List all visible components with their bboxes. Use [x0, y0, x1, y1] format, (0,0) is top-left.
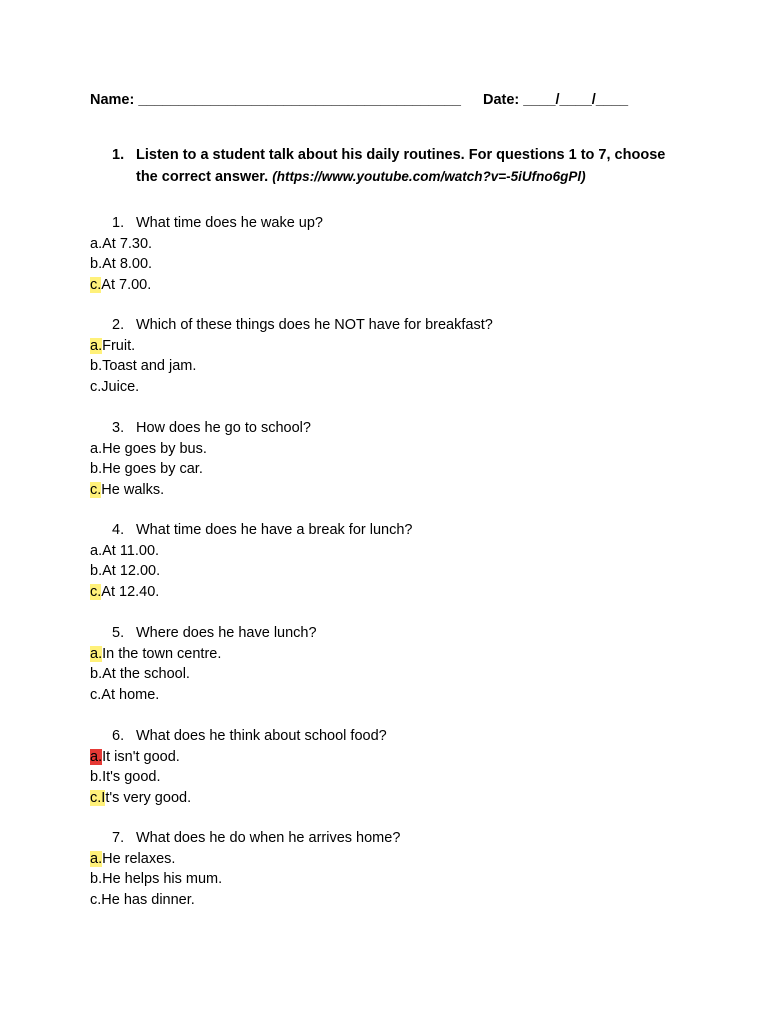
option-letter: c. [90, 481, 102, 498]
option-letter: a. [90, 440, 103, 457]
question-number: 1. [112, 215, 125, 231]
instruction-text: Listen to a student talk about his daily routines. For questions 1 to 7, choose the correct answer. [136, 147, 666, 185]
answer-option[interactable] [90, 767, 710, 788]
question-title [112, 828, 710, 849]
question-number: 7. [112, 830, 125, 846]
option-letter: c. [90, 276, 102, 293]
option-text: He walks. [101, 481, 165, 498]
option-text: He helps his mum. [102, 871, 223, 887]
option-text: Toast and jam. [102, 358, 197, 374]
question-1 [90, 213, 710, 295]
option-text: Juice. [101, 378, 140, 395]
instruction-body [136, 145, 672, 188]
option-text: At the school. [102, 666, 190, 682]
answer-option[interactable] [90, 849, 710, 870]
answer-option[interactable] [90, 644, 710, 665]
answer-option[interactable] [90, 685, 710, 706]
option-text: Fruit. [102, 337, 136, 354]
question-text: What does he think about school food? [136, 728, 387, 744]
question-text: What does he do when he arrives home? [136, 830, 401, 846]
option-letter: a. [90, 337, 103, 354]
answer-option[interactable] [90, 480, 710, 501]
option-text: He goes by car. [102, 461, 203, 477]
option-text: He has dinner. [101, 891, 195, 908]
option-letter: a. [90, 645, 103, 662]
name-field[interactable]: ________________________________________ [138, 92, 461, 108]
option-text: At home. [101, 686, 160, 703]
answer-option[interactable] [90, 356, 710, 377]
answer-option[interactable] [90, 254, 710, 275]
question-3 [90, 418, 710, 500]
option-letter: a. [90, 235, 103, 252]
option-letter: c. [90, 789, 102, 806]
answer-option[interactable] [90, 439, 710, 460]
question-4 [90, 520, 710, 602]
answer-option[interactable] [90, 788, 710, 809]
question-6 [90, 726, 710, 808]
option-text: At 12.40. [101, 583, 160, 600]
option-letter: c. [90, 891, 102, 908]
option-letter: b. [90, 358, 103, 374]
question-number: 3. [112, 420, 125, 436]
date-field[interactable]: ____/____/____ [523, 92, 629, 108]
instruction [112, 145, 672, 188]
option-text: In the town centre. [102, 645, 222, 662]
question-title [112, 315, 710, 336]
option-letter: b. [90, 563, 103, 579]
option-letter: b. [90, 769, 103, 785]
question-text: Where does he have lunch? [136, 625, 317, 641]
header-line [90, 92, 628, 108]
answer-option[interactable] [90, 561, 710, 582]
answer-option[interactable] [90, 336, 710, 357]
answer-option[interactable] [90, 890, 710, 911]
option-letter: b. [90, 871, 103, 887]
answer-option[interactable] [90, 275, 710, 296]
question-7 [90, 828, 710, 910]
question-text: How does he go to school? [136, 420, 311, 436]
option-text: At 7.00. [101, 276, 152, 293]
answer-option[interactable] [90, 664, 710, 685]
question-number: 4. [112, 522, 125, 538]
option-letter: c. [90, 686, 102, 703]
option-letter: b. [90, 256, 103, 272]
option-text: At 11.00. [102, 542, 160, 559]
date-label: Date: [482, 92, 520, 108]
question-number: 6. [112, 728, 125, 744]
option-text: It's good. [102, 769, 161, 785]
question-number: 2. [112, 317, 125, 333]
question-title [112, 520, 710, 541]
question-text: Which of these things does he NOT have for breakfast? [136, 317, 493, 333]
question-5 [90, 623, 710, 705]
option-letter: c. [90, 583, 102, 600]
option-letter: a. [90, 850, 103, 867]
instruction-number: 1. [112, 147, 125, 163]
question-title [112, 726, 710, 747]
option-text: He goes by bus. [102, 440, 207, 457]
question-title [112, 213, 710, 234]
option-text: At 7.30. [102, 235, 153, 252]
option-letter: c. [90, 378, 102, 395]
option-text: It's very good. [101, 789, 192, 806]
option-text: At 8.00. [102, 256, 153, 272]
option-text: At 12.00. [102, 563, 161, 579]
option-letter: a. [90, 542, 103, 559]
option-letter: b. [90, 666, 103, 682]
question-2 [90, 315, 710, 397]
question-text: What time does he wake up? [136, 215, 323, 231]
question-title [112, 418, 710, 439]
option-text: It isn't good. [102, 748, 180, 765]
answer-option[interactable] [90, 234, 710, 255]
option-letter: b. [90, 461, 103, 477]
question-title [112, 623, 710, 644]
question-number: 5. [112, 625, 125, 641]
instruction-url: (https://www.youtube.com/watch?v=-5iUfno6gPl) [272, 169, 586, 184]
question-text: What time does he have a break for lunch? [136, 522, 413, 538]
option-letter: a. [90, 748, 103, 765]
name-label: Name: [90, 92, 135, 108]
answer-option[interactable] [90, 541, 710, 562]
answer-option[interactable] [90, 747, 710, 768]
answer-option[interactable] [90, 377, 710, 398]
answer-option[interactable] [90, 459, 710, 480]
option-text: He relaxes. [102, 850, 176, 867]
answer-option[interactable] [90, 869, 710, 890]
answer-option[interactable] [90, 582, 710, 603]
